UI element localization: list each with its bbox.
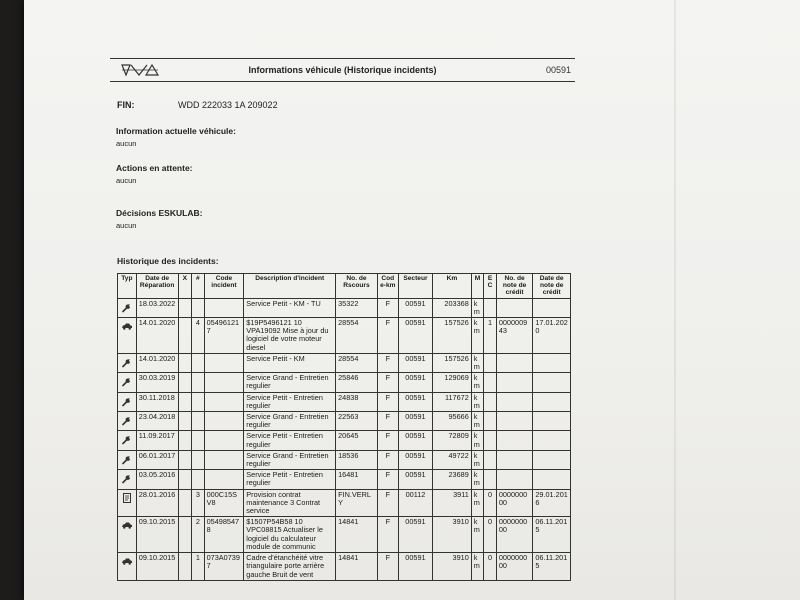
cell-km: 129069 bbox=[433, 373, 472, 392]
cell-incident-code bbox=[204, 298, 244, 317]
cell-type bbox=[118, 553, 137, 581]
column-header: No. de Rscours bbox=[336, 274, 378, 299]
cell-repair-date: 09.10.2015 bbox=[136, 517, 178, 553]
cell-credit-note-number bbox=[496, 298, 533, 317]
cell-ec: 0 bbox=[484, 517, 497, 553]
cell-repair-date: 28.01.2016 bbox=[136, 489, 178, 517]
cell-credit-note-number bbox=[496, 392, 533, 411]
cell-code-km: F bbox=[377, 553, 398, 581]
cell-incident-code: 054985478 bbox=[204, 517, 244, 553]
cell-recourse-number: 16481 bbox=[336, 470, 378, 489]
cell-type bbox=[118, 318, 137, 354]
cell-unit: km bbox=[471, 318, 484, 354]
table-row bbox=[118, 298, 571, 317]
cell-recourse-number: 24838 bbox=[336, 392, 378, 411]
wrench-icon bbox=[121, 453, 133, 465]
cell-km: 49722 bbox=[433, 450, 472, 469]
cell-sector: 00591 bbox=[398, 392, 432, 411]
cell-number bbox=[192, 412, 205, 431]
cell-repair-date: 09.10.2015 bbox=[136, 553, 178, 581]
cell-repair-date: 14.01.2020 bbox=[136, 318, 178, 354]
column-header: Secteur bbox=[398, 274, 432, 299]
cell-code-km: F bbox=[377, 517, 398, 553]
document-title: Informations véhicule (Historique incidents) bbox=[248, 65, 437, 75]
cell-x bbox=[178, 373, 192, 392]
cell-repair-date: 30.03.2019 bbox=[136, 373, 178, 392]
cell-number: 1 bbox=[192, 553, 205, 581]
cell-sector: 00591 bbox=[398, 412, 432, 431]
cell-repair-date: 14.01.2020 bbox=[136, 353, 178, 372]
cell-number bbox=[192, 431, 205, 450]
column-header: # bbox=[192, 274, 205, 299]
column-header: Code-km bbox=[377, 274, 398, 299]
cell-km: 72809 bbox=[433, 431, 472, 450]
cell-credit-note-number: 000000000 bbox=[496, 553, 533, 581]
table-row bbox=[118, 431, 571, 450]
cell-unit: km bbox=[471, 553, 484, 581]
cell-repair-date: 23.04.2018 bbox=[136, 412, 178, 431]
cell-ec bbox=[484, 450, 497, 469]
section-value-decisions: aucun bbox=[116, 221, 137, 230]
cell-x bbox=[178, 450, 192, 469]
cell-number: 3 bbox=[192, 489, 205, 517]
cell-credit-note-date bbox=[533, 412, 571, 431]
table-row bbox=[118, 553, 571, 581]
cell-repair-date: 30.11.2018 bbox=[136, 392, 178, 411]
history-title: Historique des incidents: bbox=[117, 256, 219, 266]
column-header: Code incident bbox=[204, 274, 244, 299]
column-header: Km bbox=[433, 274, 472, 299]
wrench-icon bbox=[121, 414, 133, 426]
cell-incident-code bbox=[204, 373, 244, 392]
table-row bbox=[118, 489, 571, 517]
cell-x bbox=[178, 517, 192, 553]
cell-repair-date: 03.05.2016 bbox=[136, 470, 178, 489]
cell-x bbox=[178, 353, 192, 372]
cell-credit-note-number bbox=[496, 373, 533, 392]
cell-recourse-number: FIN.VERLY bbox=[336, 489, 378, 517]
cell-credit-note-number: 000000000 bbox=[496, 489, 533, 517]
cell-incident-code bbox=[204, 470, 244, 489]
cell-sector: 00591 bbox=[398, 353, 432, 372]
section-value-pending-actions: aucun bbox=[116, 176, 137, 185]
cell-recourse-number: 14841 bbox=[336, 553, 378, 581]
cell-km: 3910 bbox=[433, 517, 472, 553]
cell-repair-date: 18.03.2022 bbox=[136, 298, 178, 317]
car-icon bbox=[121, 519, 133, 531]
column-header: Description d'incident bbox=[244, 274, 336, 299]
cell-description: Cadre d'étanchéité vitre triangulaire porte arrière gauche Bruit de vent bbox=[244, 553, 336, 581]
cell-code-km: F bbox=[377, 392, 398, 411]
car-icon bbox=[121, 320, 133, 332]
cell-sector: 00591 bbox=[398, 431, 432, 450]
table-row bbox=[118, 373, 571, 392]
cell-ec: 1 bbox=[484, 318, 497, 354]
cell-description: Service Petit - Entretien regulier bbox=[244, 392, 336, 411]
cell-unit: km bbox=[471, 373, 484, 392]
cell-credit-note-number bbox=[496, 431, 533, 450]
cell-ec bbox=[484, 431, 497, 450]
cell-ec bbox=[484, 470, 497, 489]
cell-sector: 00591 bbox=[398, 373, 432, 392]
cell-credit-note-date bbox=[533, 373, 571, 392]
cell-number: 2 bbox=[192, 517, 205, 553]
column-header: M bbox=[471, 274, 484, 299]
cell-credit-note-number: 000000943 bbox=[496, 318, 533, 354]
cell-description: Service Grand - Entretien regulier bbox=[244, 412, 336, 431]
cell-type bbox=[118, 431, 137, 450]
cell-unit: km bbox=[471, 489, 484, 517]
cell-ec bbox=[484, 353, 497, 372]
cell-credit-note-number bbox=[496, 470, 533, 489]
section-title-pending-actions: Actions en attente: bbox=[116, 163, 193, 173]
cell-recourse-number: 14841 bbox=[336, 517, 378, 553]
cell-unit: km bbox=[471, 412, 484, 431]
column-header: No. de note de crédit bbox=[496, 274, 533, 299]
cell-incident-code: 054961217 bbox=[204, 318, 244, 354]
cell-description: Service Grand - Entretien regulier bbox=[244, 450, 336, 469]
cell-credit-note-date: 17.01.2020 bbox=[533, 318, 571, 354]
cell-recourse-number: 28554 bbox=[336, 353, 378, 372]
paper-fold bbox=[674, 0, 676, 600]
wrench-icon bbox=[121, 395, 133, 407]
table-row bbox=[118, 353, 571, 372]
cell-x bbox=[178, 431, 192, 450]
cell-credit-note-date bbox=[533, 392, 571, 411]
cell-credit-note-date bbox=[533, 431, 571, 450]
fin-value: WDD 222033 1A 209022 bbox=[178, 100, 278, 110]
cell-km: 157526 bbox=[433, 318, 472, 354]
cell-unit: km bbox=[471, 298, 484, 317]
cell-ec bbox=[484, 298, 497, 317]
cell-number bbox=[192, 298, 205, 317]
cell-code-km: F bbox=[377, 431, 398, 450]
cell-code-km: F bbox=[377, 318, 398, 354]
section-title-decisions: Décisions ESKULAB: bbox=[116, 208, 203, 218]
cell-code-km: F bbox=[377, 470, 398, 489]
cell-type bbox=[118, 353, 137, 372]
cell-description: Provision contrat maintenance 3 Contrat service bbox=[244, 489, 336, 517]
cell-recourse-number: 35322 bbox=[336, 298, 378, 317]
cell-recourse-number: 20645 bbox=[336, 431, 378, 450]
wrench-icon bbox=[121, 356, 133, 368]
car-icon bbox=[121, 555, 133, 567]
cell-km: 117672 bbox=[433, 392, 472, 411]
cell-incident-code bbox=[204, 412, 244, 431]
cell-type bbox=[118, 489, 137, 517]
table-row bbox=[118, 318, 571, 354]
cell-description: $1507P54B58 10 VPC08815 Actualiser le logiciel du calculateur module de communic bbox=[244, 517, 336, 553]
cell-ec bbox=[484, 373, 497, 392]
cell-km: 3910 bbox=[433, 553, 472, 581]
cell-km: 95666 bbox=[433, 412, 472, 431]
cell-type bbox=[118, 450, 137, 469]
column-header: EC bbox=[484, 274, 497, 299]
cell-km: 23689 bbox=[433, 470, 472, 489]
cell-sector: 00112 bbox=[398, 489, 432, 517]
cell-number bbox=[192, 353, 205, 372]
cell-credit-note-number bbox=[496, 353, 533, 372]
document-header bbox=[110, 58, 575, 82]
column-header: Date de note de crédit bbox=[533, 274, 571, 299]
cell-x bbox=[178, 553, 192, 581]
cell-credit-note-date bbox=[533, 470, 571, 489]
document-number: 00591 bbox=[545, 65, 571, 75]
cell-incident-code bbox=[204, 392, 244, 411]
cell-credit-note-date bbox=[533, 450, 571, 469]
cell-recourse-number: 25846 bbox=[336, 373, 378, 392]
cell-credit-note-date bbox=[533, 353, 571, 372]
cell-x bbox=[178, 412, 192, 431]
column-header: Date de Réparation bbox=[136, 274, 178, 299]
cell-description: Service Petit - Entretien regulier bbox=[244, 470, 336, 489]
cell-number bbox=[192, 450, 205, 469]
cell-incident-code: 073A07397 bbox=[204, 553, 244, 581]
cell-unit: km bbox=[471, 392, 484, 411]
cell-repair-date: 11.09.2017 bbox=[136, 431, 178, 450]
cell-sector: 00591 bbox=[398, 517, 432, 553]
cell-unit: km bbox=[471, 470, 484, 489]
cell-km: 157526 bbox=[433, 353, 472, 372]
cell-type bbox=[118, 517, 137, 553]
wrench-icon bbox=[121, 375, 133, 387]
cell-credit-note-date bbox=[533, 298, 571, 317]
cell-incident-code bbox=[204, 353, 244, 372]
table-row bbox=[118, 517, 571, 553]
cell-description: Service Petit - KM - TU bbox=[244, 298, 336, 317]
cell-sector: 00591 bbox=[398, 298, 432, 317]
cell-ec: 0 bbox=[484, 489, 497, 517]
cell-type bbox=[118, 298, 137, 317]
cell-number bbox=[192, 373, 205, 392]
cell-credit-note-date: 29.01.2016 bbox=[533, 489, 571, 517]
section-title-current-info: Information actuelle véhicule: bbox=[116, 126, 236, 136]
cell-recourse-number: 22563 bbox=[336, 412, 378, 431]
cell-sector: 00591 bbox=[398, 553, 432, 581]
cell-credit-note-date: 06.11.2015 bbox=[533, 553, 571, 581]
cell-sector: 00591 bbox=[398, 470, 432, 489]
cell-x bbox=[178, 392, 192, 411]
cell-description: Service Petit - Entretien regulier bbox=[244, 431, 336, 450]
cell-code-km: F bbox=[377, 489, 398, 517]
table-row bbox=[118, 392, 571, 411]
wrench-icon bbox=[121, 433, 133, 445]
cell-code-km: F bbox=[377, 298, 398, 317]
cell-type bbox=[118, 470, 137, 489]
cell-incident-code: 000C15SV8 bbox=[204, 489, 244, 517]
cell-unit: km bbox=[471, 431, 484, 450]
cell-number bbox=[192, 470, 205, 489]
cell-description: Service Grand - Entretien regulier bbox=[244, 373, 336, 392]
column-header: X bbox=[178, 274, 192, 299]
wrench-icon bbox=[121, 301, 133, 313]
cell-ec: 0 bbox=[484, 553, 497, 581]
cell-type bbox=[118, 412, 137, 431]
cell-code-km: F bbox=[377, 353, 398, 372]
document-icon bbox=[121, 492, 133, 504]
cell-credit-note-number bbox=[496, 412, 533, 431]
cell-incident-code bbox=[204, 450, 244, 469]
cell-ec bbox=[484, 392, 497, 411]
cell-type bbox=[118, 373, 137, 392]
cell-number: 4 bbox=[192, 318, 205, 354]
table-row bbox=[118, 470, 571, 489]
history-table-body bbox=[118, 298, 571, 580]
cell-unit: km bbox=[471, 353, 484, 372]
cell-x bbox=[178, 489, 192, 517]
cell-recourse-number: 18536 bbox=[336, 450, 378, 469]
cell-credit-note-number bbox=[496, 450, 533, 469]
table-row bbox=[118, 450, 571, 469]
table-header-row bbox=[118, 274, 571, 299]
wrench-icon bbox=[121, 472, 133, 484]
column-header: Typ bbox=[118, 274, 137, 299]
cell-repair-date: 06.01.2017 bbox=[136, 450, 178, 469]
fin-label: FIN: bbox=[117, 100, 135, 110]
table-row bbox=[118, 412, 571, 431]
cell-code-km: F bbox=[377, 450, 398, 469]
cell-x bbox=[178, 298, 192, 317]
cell-number bbox=[192, 392, 205, 411]
cell-incident-code bbox=[204, 431, 244, 450]
cell-credit-note-number: 000000000 bbox=[496, 517, 533, 553]
cell-ec bbox=[484, 412, 497, 431]
section-value-current-info: aucun bbox=[116, 139, 137, 148]
cell-unit: km bbox=[471, 450, 484, 469]
cell-code-km: F bbox=[377, 412, 398, 431]
cell-x bbox=[178, 318, 192, 354]
cell-description: $19P5496121 10 VPA19092 Mise à jour du logiciel de votre moteur diesel bbox=[244, 318, 336, 354]
cell-unit: km bbox=[471, 517, 484, 553]
cell-code-km: F bbox=[377, 373, 398, 392]
cell-km: 203368 bbox=[433, 298, 472, 317]
cell-description: Service Petit - KM bbox=[244, 353, 336, 372]
cell-sector: 00591 bbox=[398, 450, 432, 469]
cell-x bbox=[178, 470, 192, 489]
cell-sector: 00591 bbox=[398, 318, 432, 354]
cell-recourse-number: 28554 bbox=[336, 318, 378, 354]
history-table bbox=[117, 273, 571, 581]
cell-type bbox=[118, 392, 137, 411]
cell-km: 3911 bbox=[433, 489, 472, 517]
cell-credit-note-date: 06.11.2015 bbox=[533, 517, 571, 553]
